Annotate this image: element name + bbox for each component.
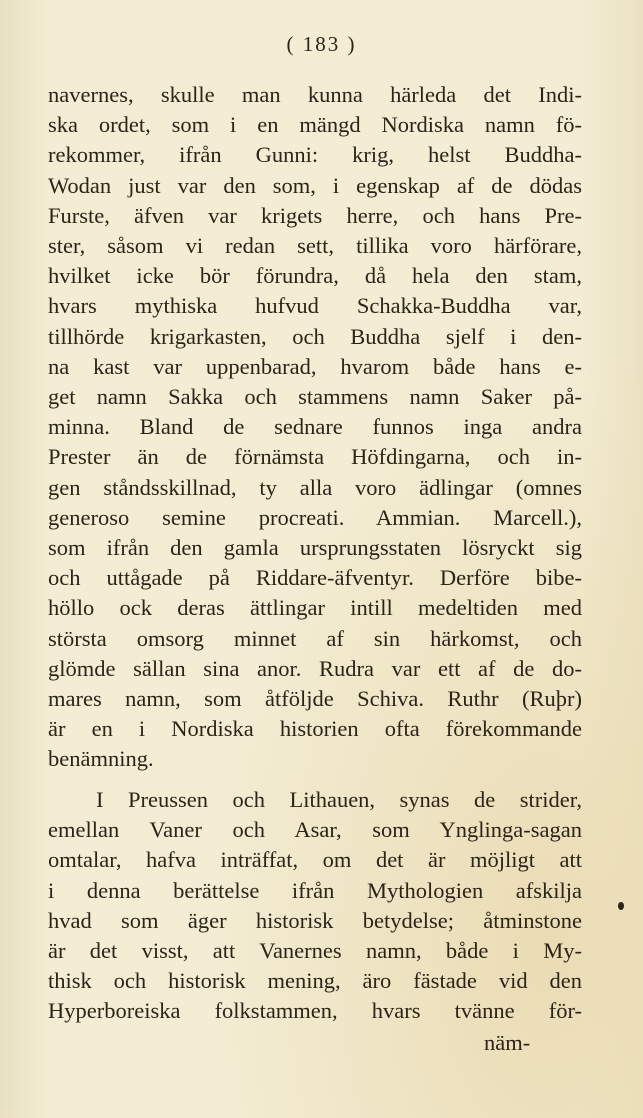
text-line: mares namn, som åtföljde Schiva. Ruthr (Ruþr) <box>48 686 582 711</box>
text-line: omtalar, hafva inträffat, om det är möjligt att <box>48 847 582 873</box>
text-line: är en i Nordiska historien ofta förekommande <box>48 716 582 742</box>
text-line: gen ståndsskillnad, ty alla voro ädlingar (omnes <box>48 474 582 500</box>
text-line: som ifrån den gamla ursprungsstaten lösryckt sig <box>48 535 582 560</box>
text-line: Prester än de förnämsta Höfdingarna, och in- <box>48 444 582 470</box>
text-line: Furste, äfven var krigets herre, och hans Pre- <box>48 202 582 228</box>
text-line: Wodan just var den som, i egenskap af de dödas <box>48 172 582 198</box>
text-line: är det visst, att Vanernes namn, både i My- <box>48 938 582 963</box>
text-line: benämning. <box>48 746 154 772</box>
text-line: Hyperboreiska folkstammen, hvars tvänne för- <box>48 998 582 1024</box>
text-line: hvilket icke bör förundra, då hela den stam, <box>48 263 582 289</box>
text-line: ska ordet, som i en mängd Nordiska namn fö- <box>48 112 582 138</box>
text-line: I Preussen och Lithauen, synas de strider, <box>96 787 582 812</box>
text-line: minna. Bland de sednare funnos inga andra <box>48 414 582 440</box>
text-line: glömde sällan sina anor. Rudra var ett af de do- <box>48 655 582 681</box>
text-line: na kast var uppenbarad, hvarom både hans e- <box>48 353 582 379</box>
ink-spot <box>618 902 624 910</box>
text-line: i denna berättelse ifrån Mythologien afskilja <box>48 877 582 903</box>
text-line: generoso semine procreati. Ammian. Marcell.), <box>48 504 582 530</box>
text-line: och uttågade på Riddare-äfventyr. Derföre bibe- <box>48 565 582 591</box>
text-line: navernes, skulle man kunna härleda det Indi- <box>48 82 582 107</box>
text-line: största omsorg minnet af sin härkomst, och <box>48 625 582 651</box>
text-line: get namn Sakka och stammens namn Saker på- <box>48 384 582 409</box>
text-line: höllo ock deras ättlingar intill medeltiden med <box>48 595 582 621</box>
text-line: emellan Vaner och Asar, som Ynglinga-sagan <box>48 817 582 843</box>
text-line: thisk och historisk mening, äro fästade vid den <box>48 968 582 994</box>
page-number: ( 183 ) <box>286 32 357 56</box>
text-line: tillhörde krigarkasten, och Buddha sjelf i den- <box>48 323 582 349</box>
catchword: näm- <box>484 1030 531 1055</box>
text-line: hvad som äger historisk betydelse; åtminstone <box>48 907 582 933</box>
text-line: rekommer, ifrån Gunni: krig, helst Buddha- <box>48 142 582 168</box>
text-line: hvars mythiska hufvud Schakka-Buddha var, <box>48 293 582 319</box>
text-line: ster, såsom vi redan sett, tillika voro härförare, <box>48 233 582 258</box>
